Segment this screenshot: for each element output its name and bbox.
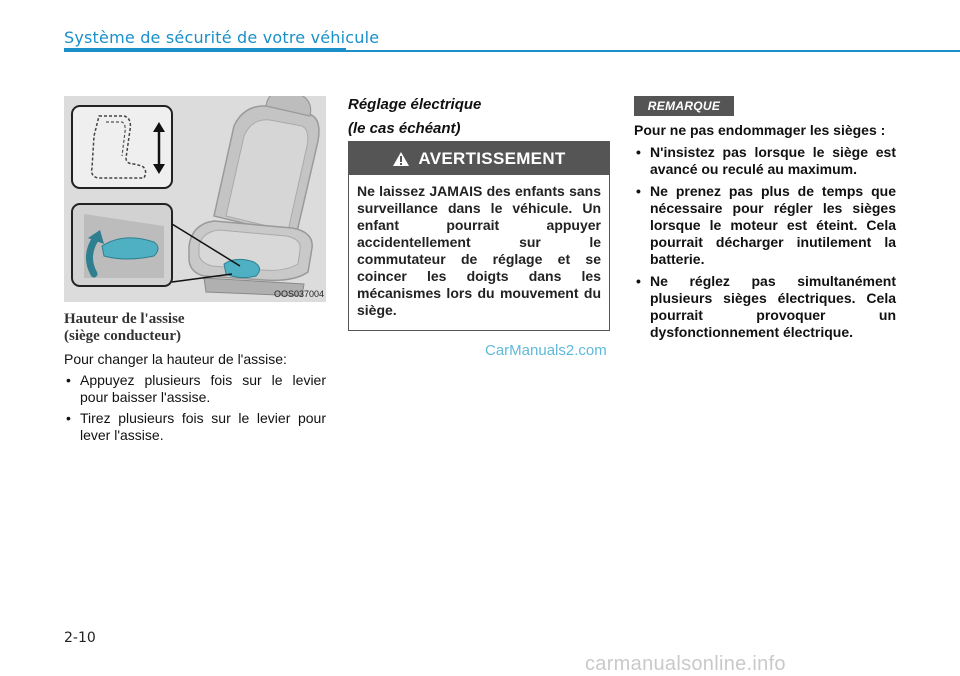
warning-header — [349, 142, 609, 175]
list-item-text: • Ne prenez pas plus de temps que nécessaire pour régler les sièges lorsque le moteur est éteint. Cela pourrait décharger inutilement la batterie. — [650, 183, 896, 267]
list-item — [634, 144, 896, 178]
warning-title: AVERTISSEMENT — [418, 148, 566, 168]
seat-height-figure — [64, 96, 326, 302]
warning-text: Ne laissez JAMAIS des enfants sans surveillance dans le véhicule. Un enfant pourrait appuyer accidentellement sur le commutateur de réglage et se coincer les doigts dans les mécanismes lors du mouvement du siège. — [357, 183, 601, 318]
heading-line: Réglage électrique — [348, 96, 482, 113]
seat-height-heading — [64, 311, 326, 345]
note-badge: REMARQUE — [634, 96, 734, 116]
list-item — [634, 183, 896, 268]
heading-line: (siège conducteur) — [64, 328, 182, 344]
list-item-text: • N'insistez pas lorsque le siège est avancé ou reculé au maximum. — [650, 144, 896, 177]
list-item — [634, 273, 896, 341]
list-item — [64, 410, 326, 444]
heading-line: Hauteur de l'assise — [64, 311, 185, 327]
section-title: Système de sécurité de votre véhicule — [64, 28, 380, 47]
figure-code: OOS037004 — [273, 289, 324, 299]
note-section — [634, 122, 896, 341]
warning-box — [348, 141, 610, 331]
page-number: 2-10 — [64, 630, 96, 646]
warning-triangle-icon — [392, 151, 410, 167]
note-intro: Pour ne pas endommager les sièges : — [634, 122, 886, 138]
power-adjust-heading — [348, 93, 481, 141]
seat-height-section — [64, 311, 326, 444]
list-item-text: • Tirez plusieurs fois sur le levier pour lever l'assise. — [80, 410, 326, 443]
seat-illustration — [64, 96, 326, 302]
list-item-text: • Ne réglez pas simultanément plusieurs sièges électriques. Cela pourrait provoquer un dysfonctionnement électrique. — [650, 273, 896, 340]
header-rule — [346, 50, 960, 52]
heading-line: (le cas échéant) — [348, 120, 461, 137]
watermark: CarManuals2.com — [485, 342, 607, 359]
seat-height-intro: Pour changer la hauteur de l'assise: — [64, 351, 287, 367]
list-item — [64, 372, 326, 406]
footer-watermark: carmanualsonline.info — [585, 653, 786, 675]
list-item-text: • Appuyez plusieurs fois sur le levier pour baisser l'assise. — [80, 372, 326, 405]
header-rule-accent — [64, 48, 346, 52]
